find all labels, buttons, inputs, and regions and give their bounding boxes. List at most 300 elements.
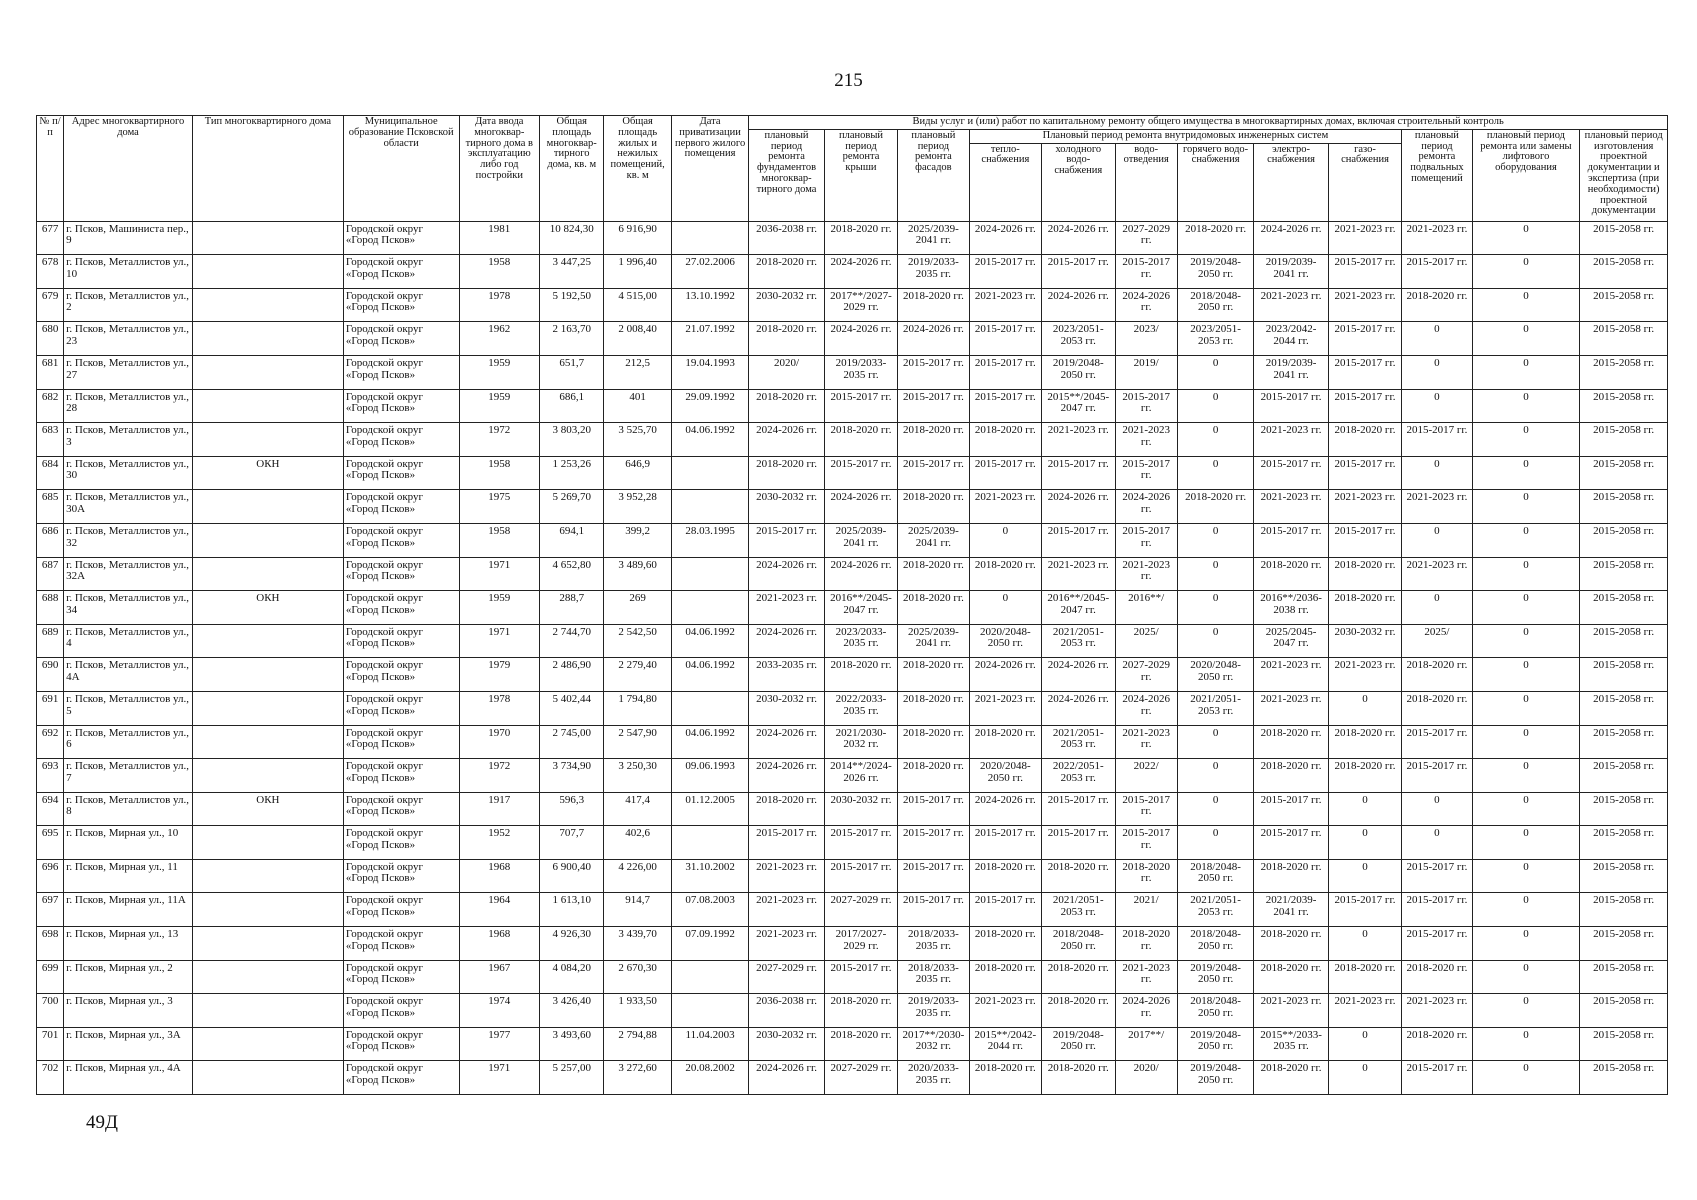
cell-type	[192, 960, 343, 994]
cell-basement: 0	[1402, 322, 1472, 356]
cell-electric: 2015-2017 гг.	[1254, 389, 1328, 423]
cell-municipality: Городской округ «Город Псков»	[343, 725, 459, 759]
cell-electric: 2021-2023 гг.	[1254, 423, 1328, 457]
cell-num: 684	[37, 456, 64, 490]
header-design: плановый период изготовления проектной документации и экспертиза (при необходимости) проектной документации	[1580, 129, 1668, 221]
cell-sewerage: 2015-2017 гг.	[1115, 389, 1177, 423]
cell-num: 693	[37, 759, 64, 793]
cell-address: г. Псков, Металлистов ул., 2	[64, 288, 193, 322]
cell-heat: 2015-2017 гг.	[969, 355, 1041, 389]
cell-foundation: 2033-2035 гг.	[749, 658, 824, 692]
cell-sewerage: 2015-2017 гг.	[1115, 255, 1177, 289]
cell-foundation: 2018-2020 гг.	[749, 792, 824, 826]
cell-address: г. Псков, Мирная ул., 3	[64, 994, 193, 1028]
cell-num: 692	[37, 725, 64, 759]
cell-cold-water: 2015-2017 гг.	[1042, 523, 1115, 557]
cell-elevator: 0	[1472, 927, 1580, 961]
cell-elevator: 0	[1472, 456, 1580, 490]
cell-cold-water: 2018-2020 гг.	[1042, 859, 1115, 893]
cell-heat: 2018-2020 гг.	[969, 927, 1041, 961]
cell-gas: 2018-2020 гг.	[1328, 759, 1401, 793]
cell-basement: 0	[1402, 523, 1472, 557]
cell-foundation: 2021-2023 гг.	[749, 859, 824, 893]
cell-type	[192, 994, 343, 1028]
cell-num: 698	[37, 927, 64, 961]
cell-elevator: 0	[1472, 490, 1580, 524]
cell-total-area: 2 745,00	[540, 725, 604, 759]
table-row	[37, 1061, 1668, 1095]
cell-sewerage: 2018-2020 гг.	[1115, 859, 1177, 893]
cell-gas: 2015-2017 гг.	[1328, 389, 1401, 423]
cell-design: 2015-2058 гг.	[1580, 725, 1668, 759]
cell-cold-water: 2015-2017 гг.	[1042, 456, 1115, 490]
cell-type	[192, 893, 343, 927]
header-systems-group: Плановый период ремонта внутридомовых инженерных систем	[969, 129, 1402, 143]
cell-foundation: 2018-2020 гг.	[749, 456, 824, 490]
cell-hot-water: 0	[1177, 557, 1253, 591]
cell-cold-water: 2024-2026 гг.	[1042, 658, 1115, 692]
cell-hot-water: 2018/2048-2050 гг.	[1177, 927, 1253, 961]
cell-basement: 2015-2017 гг.	[1402, 859, 1472, 893]
cell-facade: 2018-2020 гг.	[898, 691, 969, 725]
cell-facade: 2018-2020 гг.	[898, 658, 969, 692]
cell-foundation: 2030-2032 гг.	[749, 1027, 824, 1061]
cell-basement: 2021-2023 гг.	[1402, 994, 1472, 1028]
header-living-area: Общая площадь жилых и нежилых помещений, кв. м	[604, 116, 671, 222]
cell-municipality: Городской округ «Город Псков»	[343, 658, 459, 692]
cell-heat: 2018-2020 гг.	[969, 859, 1041, 893]
cell-sewerage: 2025/	[1115, 624, 1177, 658]
header-municipality: Муниципальное образование Псковской области	[343, 116, 459, 222]
cell-living-area: 1 996,40	[604, 255, 671, 289]
cell-living-area: 3 952,28	[604, 490, 671, 524]
cell-municipality: Городской округ «Город Псков»	[343, 624, 459, 658]
cell-basement: 2015-2017 гг.	[1402, 893, 1472, 927]
cell-type	[192, 423, 343, 457]
cell-type	[192, 759, 343, 793]
table-row	[37, 725, 1668, 759]
cell-cold-water: 2018-2020 гг.	[1042, 960, 1115, 994]
cell-basement: 2025/	[1402, 624, 1472, 658]
cell-design: 2015-2058 гг.	[1580, 859, 1668, 893]
cell-living-area: 402,6	[604, 826, 671, 860]
cell-roof: 2018-2020 гг.	[824, 658, 897, 692]
cell-design: 2015-2058 гг.	[1580, 691, 1668, 725]
cell-cold-water: 2024-2026 гг.	[1042, 691, 1115, 725]
cell-basement: 2018-2020 гг.	[1402, 960, 1472, 994]
cell-basement: 0	[1402, 591, 1472, 625]
cell-electric: 2019/2039-2041 гг.	[1254, 255, 1328, 289]
cell-cold-water: 2021-2023 гг.	[1042, 423, 1115, 457]
table-row	[37, 960, 1668, 994]
cell-gas: 2015-2017 гг.	[1328, 355, 1401, 389]
cell-privatization	[671, 557, 748, 591]
cell-basement: 2015-2017 гг.	[1402, 725, 1472, 759]
cell-facade: 2015-2017 гг.	[898, 826, 969, 860]
cell-num: 700	[37, 994, 64, 1028]
cell-sewerage: 2020/	[1115, 1061, 1177, 1095]
cell-heat: 2018-2020 гг.	[969, 960, 1041, 994]
cell-roof: 2023/2033-2035 гг.	[824, 624, 897, 658]
cell-total-area: 5 269,70	[540, 490, 604, 524]
table-row	[37, 557, 1668, 591]
cell-facade: 2015-2017 гг.	[898, 456, 969, 490]
cell-electric: 2018-2020 гг.	[1254, 960, 1328, 994]
cell-roof: 2018-2020 гг.	[824, 1027, 897, 1061]
cell-sewerage: 2018-2020 гг.	[1115, 927, 1177, 961]
cell-roof: 2015-2017 гг.	[824, 960, 897, 994]
table-row	[37, 255, 1668, 289]
cell-hot-water: 2019/2048-2050 гг.	[1177, 255, 1253, 289]
cell-gas: 2015-2017 гг.	[1328, 456, 1401, 490]
cell-num: 690	[37, 658, 64, 692]
cell-heat: 2021-2023 гг.	[969, 994, 1041, 1028]
cell-basement: 0	[1402, 826, 1472, 860]
cell-electric: 2018-2020 гг.	[1254, 557, 1328, 591]
cell-living-area: 2 794,88	[604, 1027, 671, 1061]
table-row	[37, 389, 1668, 423]
footer-code: 49Д	[86, 1112, 118, 1133]
cell-municipality: Городской округ «Город Псков»	[343, 389, 459, 423]
cell-address: г. Псков, Металлистов ул., 23	[64, 322, 193, 356]
cell-privatization: 21.07.1992	[671, 322, 748, 356]
cell-privatization: 19.04.1993	[671, 355, 748, 389]
cell-hot-water: 2018-2020 гг.	[1177, 490, 1253, 524]
cell-gas: 2021-2023 гг.	[1328, 288, 1401, 322]
table-row	[37, 859, 1668, 893]
cell-municipality: Городской округ «Город Псков»	[343, 456, 459, 490]
cell-living-area: 3 525,70	[604, 423, 671, 457]
cell-total-area: 2 486,90	[540, 658, 604, 692]
cell-roof: 2015-2017 гг.	[824, 389, 897, 423]
cell-total-area: 3 493,60	[540, 1027, 604, 1061]
cell-foundation: 2027-2029 гг.	[749, 960, 824, 994]
cell-roof: 2015-2017 гг.	[824, 456, 897, 490]
cell-gas: 0	[1328, 691, 1401, 725]
cell-type	[192, 826, 343, 860]
cell-facade: 2025/2039-2041 гг.	[898, 221, 969, 255]
cell-cold-water: 2015**/2045-2047 гг.	[1042, 389, 1115, 423]
cell-year: 1959	[459, 389, 539, 423]
header-electric: электро-снабжения	[1254, 143, 1328, 221]
cell-sewerage: 2015-2017 гг.	[1115, 523, 1177, 557]
table-row	[37, 658, 1668, 692]
cell-total-area: 4 652,80	[540, 557, 604, 591]
cell-heat: 0	[969, 523, 1041, 557]
cell-elevator: 0	[1472, 624, 1580, 658]
cell-heat: 2018-2020 гг.	[969, 725, 1041, 759]
cell-cold-water: 2018-2020 гг.	[1042, 1061, 1115, 1095]
cell-address: г. Псков, Металлистов ул., 4А	[64, 658, 193, 692]
cell-year: 1971	[459, 557, 539, 591]
cell-roof: 2024-2026 гг.	[824, 557, 897, 591]
cell-roof: 2015-2017 гг.	[824, 826, 897, 860]
cell-electric: 2015-2017 гг.	[1254, 792, 1328, 826]
cell-total-area: 6 900,40	[540, 859, 604, 893]
cell-design: 2015-2058 гг.	[1580, 456, 1668, 490]
cell-address: г. Псков, Металлистов ул., 34	[64, 591, 193, 625]
cell-hot-water: 0	[1177, 456, 1253, 490]
cell-type	[192, 1027, 343, 1061]
table-row	[37, 221, 1668, 255]
table-row	[37, 591, 1668, 625]
cell-foundation: 2021-2023 гг.	[749, 893, 824, 927]
cell-total-area: 5 257,00	[540, 1061, 604, 1095]
cell-electric: 2021-2023 гг.	[1254, 288, 1328, 322]
cell-cold-water: 2023/2051-2053 гг.	[1042, 322, 1115, 356]
cell-design: 2015-2058 гг.	[1580, 523, 1668, 557]
cell-address: г. Псков, Металлистов ул., 32А	[64, 557, 193, 591]
cell-roof: 2027-2029 гг.	[824, 1061, 897, 1095]
cell-gas: 0	[1328, 1061, 1401, 1095]
cell-heat: 2021-2023 гг.	[969, 490, 1041, 524]
cell-hot-water: 0	[1177, 792, 1253, 826]
cell-elevator: 0	[1472, 792, 1580, 826]
cell-gas: 2018-2020 гг.	[1328, 557, 1401, 591]
cell-hot-water: 2021/2051-2053 гг.	[1177, 893, 1253, 927]
cell-privatization: 28.03.1995	[671, 523, 748, 557]
cell-sewerage: 2024-2026 гг.	[1115, 691, 1177, 725]
cell-year: 1970	[459, 725, 539, 759]
cell-roof: 2018-2020 гг.	[824, 994, 897, 1028]
cell-basement: 2021-2023 гг.	[1402, 557, 1472, 591]
cell-total-area: 2 163,70	[540, 322, 604, 356]
cell-gas: 0	[1328, 826, 1401, 860]
cell-sewerage: 2024-2026 гг.	[1115, 490, 1177, 524]
header-privatization: Дата приватизации первого жилого помещения	[671, 116, 748, 222]
cell-hot-water: 0	[1177, 355, 1253, 389]
cell-year: 1964	[459, 893, 539, 927]
cell-type	[192, 255, 343, 289]
cell-year: 1975	[459, 490, 539, 524]
header-works-group: Виды услуг и (или) работ по капитальному ремонту общего имущества в многоквартирных домах, включая строительный контроль	[749, 116, 1668, 130]
cell-municipality: Городской округ «Город Псков»	[343, 691, 459, 725]
cell-cold-water: 2015-2017 гг.	[1042, 826, 1115, 860]
cell-num: 699	[37, 960, 64, 994]
cell-cold-water: 2021-2023 гг.	[1042, 557, 1115, 591]
table-row	[37, 624, 1668, 658]
cell-design: 2015-2058 гг.	[1580, 322, 1668, 356]
table-row	[37, 490, 1668, 524]
cell-privatization	[671, 826, 748, 860]
cell-num: 687	[37, 557, 64, 591]
cell-cold-water: 2021/2051-2053 гг.	[1042, 624, 1115, 658]
cell-sewerage: 2017**/	[1115, 1027, 1177, 1061]
cell-hot-water: 2018/2048-2050 гг.	[1177, 859, 1253, 893]
cell-design: 2015-2058 гг.	[1580, 355, 1668, 389]
cell-address: г. Псков, Металлистов ул., 6	[64, 725, 193, 759]
cell-address: г. Псков, Металлистов ул., 10	[64, 255, 193, 289]
cell-heat: 2018-2020 гг.	[969, 557, 1041, 591]
cell-cold-water: 2019/2048-2050 гг.	[1042, 1027, 1115, 1061]
cell-privatization: 04.06.1992	[671, 624, 748, 658]
cell-sewerage: 2024-2026 гг.	[1115, 994, 1177, 1028]
table-row	[37, 288, 1668, 322]
cell-foundation: 2024-2026 гг.	[749, 423, 824, 457]
cell-num: 682	[37, 389, 64, 423]
cell-facade: 2020/2033-2035 гг.	[898, 1061, 969, 1095]
table-row	[37, 423, 1668, 457]
cell-municipality: Городской округ «Город Псков»	[343, 994, 459, 1028]
cell-living-area: 212,5	[604, 355, 671, 389]
cell-num: 695	[37, 826, 64, 860]
cell-gas: 0	[1328, 792, 1401, 826]
cell-year: 1968	[459, 927, 539, 961]
cell-foundation: 2024-2026 гг.	[749, 557, 824, 591]
cell-municipality: Городской округ «Город Псков»	[343, 288, 459, 322]
cell-electric: 2019/2039-2041 гг.	[1254, 355, 1328, 389]
cell-roof: 2025/2039-2041 гг.	[824, 523, 897, 557]
cell-privatization: 09.06.1993	[671, 759, 748, 793]
cell-address: г. Псков, Металлистов ул., 28	[64, 389, 193, 423]
cell-gas: 2018-2020 гг.	[1328, 725, 1401, 759]
cell-design: 2015-2058 гг.	[1580, 893, 1668, 927]
cell-basement: 2018-2020 гг.	[1402, 658, 1472, 692]
cell-num: 680	[37, 322, 64, 356]
cell-num: 677	[37, 221, 64, 255]
cell-roof: 2016**/2045-2047 гг.	[824, 591, 897, 625]
cell-living-area: 6 916,90	[604, 221, 671, 255]
cell-municipality: Городской округ «Город Псков»	[343, 557, 459, 591]
cell-living-area: 3 272,60	[604, 1061, 671, 1095]
cell-hot-water: 0	[1177, 423, 1253, 457]
cell-cold-water: 2015-2017 гг.	[1042, 792, 1115, 826]
cell-total-area: 1 253,26	[540, 456, 604, 490]
cell-cold-water: 2024-2026 гг.	[1042, 490, 1115, 524]
cell-design: 2015-2058 гг.	[1580, 1027, 1668, 1061]
cell-privatization: 31.10.2002	[671, 859, 748, 893]
cell-gas: 2015-2017 гг.	[1328, 893, 1401, 927]
cell-address: г. Псков, Мирная ул., 2	[64, 960, 193, 994]
cell-year: 1978	[459, 288, 539, 322]
cell-cold-water: 2024-2026 гг.	[1042, 221, 1115, 255]
cell-year: 1979	[459, 658, 539, 692]
cell-privatization: 20.08.2002	[671, 1061, 748, 1095]
cell-facade: 2015-2017 гг.	[898, 355, 969, 389]
header-facade: плановый период ремонта фасадов	[898, 129, 969, 221]
cell-basement: 2015-2017 гг.	[1402, 927, 1472, 961]
cell-living-area: 4 226,00	[604, 859, 671, 893]
cell-electric: 2021-2023 гг.	[1254, 691, 1328, 725]
cell-total-area: 4 926,30	[540, 927, 604, 961]
header-address: Адрес многоквартирного дома	[64, 116, 193, 222]
cell-address: г. Псков, Металлистов ул., 30	[64, 456, 193, 490]
cell-year: 1974	[459, 994, 539, 1028]
cell-heat: 2020/2048-2050 гг.	[969, 624, 1041, 658]
cell-heat: 2015-2017 гг.	[969, 893, 1041, 927]
cell-num: 678	[37, 255, 64, 289]
cell-sewerage: 2015-2017 гг.	[1115, 456, 1177, 490]
cell-heat: 2015**/2042-2044 гг.	[969, 1027, 1041, 1061]
cell-electric: 2024-2026 гг.	[1254, 221, 1328, 255]
cell-electric: 2018-2020 гг.	[1254, 859, 1328, 893]
cell-foundation: 2018-2020 гг.	[749, 322, 824, 356]
cell-cold-water: 2016**/2045-2047 гг.	[1042, 591, 1115, 625]
cell-privatization: 04.06.1992	[671, 725, 748, 759]
cell-living-area: 1 794,80	[604, 691, 671, 725]
cell-municipality: Городской округ «Город Псков»	[343, 893, 459, 927]
cell-facade: 2018-2020 гг.	[898, 490, 969, 524]
cell-municipality: Городской округ «Город Псков»	[343, 591, 459, 625]
table-row	[37, 456, 1668, 490]
cell-roof: 2021/2030-2032 гг.	[824, 725, 897, 759]
cell-type	[192, 691, 343, 725]
cell-design: 2015-2058 гг.	[1580, 255, 1668, 289]
cell-address: г. Псков, Машиниста пер., 9	[64, 221, 193, 255]
cell-design: 2015-2058 гг.	[1580, 624, 1668, 658]
cell-type: ОКН	[192, 591, 343, 625]
cell-type	[192, 389, 343, 423]
cell-sewerage: 2021-2023 гг.	[1115, 423, 1177, 457]
cell-facade: 2015-2017 гг.	[898, 389, 969, 423]
cell-facade: 2018-2020 гг.	[898, 591, 969, 625]
cell-privatization: 01.12.2005	[671, 792, 748, 826]
cell-address: г. Псков, Мирная ул., 11	[64, 859, 193, 893]
cell-sewerage: 2022/	[1115, 759, 1177, 793]
cell-living-area: 2 547,90	[604, 725, 671, 759]
cell-year: 1972	[459, 423, 539, 457]
cell-total-area: 3 426,40	[540, 994, 604, 1028]
cell-num: 683	[37, 423, 64, 457]
cell-basement: 0	[1402, 389, 1472, 423]
cell-electric: 2021/2039-2041 гг.	[1254, 893, 1328, 927]
cell-roof: 2024-2026 гг.	[824, 490, 897, 524]
cell-facade: 2019/2033-2035 гг.	[898, 255, 969, 289]
cell-heat: 2015-2017 гг.	[969, 826, 1041, 860]
cell-basement: 2021-2023 гг.	[1402, 221, 1472, 255]
cell-year: 1952	[459, 826, 539, 860]
cell-living-area: 914,7	[604, 893, 671, 927]
cell-total-area: 707,7	[540, 826, 604, 860]
cell-roof: 2024-2026 гг.	[824, 255, 897, 289]
cell-type	[192, 624, 343, 658]
cell-year: 1959	[459, 591, 539, 625]
cell-electric: 2015**/2033-2035 гг.	[1254, 1027, 1328, 1061]
cell-hot-water: 2019/2048-2050 гг.	[1177, 1061, 1253, 1095]
cell-elevator: 0	[1472, 1027, 1580, 1061]
cell-roof: 2018-2020 гг.	[824, 423, 897, 457]
cell-facade: 2017**/2030-2032 гг.	[898, 1027, 969, 1061]
cell-electric: 2018-2020 гг.	[1254, 725, 1328, 759]
cell-facade: 2018-2020 гг.	[898, 557, 969, 591]
cell-address: г. Псков, Мирная ул., 3А	[64, 1027, 193, 1061]
cell-hot-water: 2018-2020 гг.	[1177, 221, 1253, 255]
cell-heat: 2024-2026 гг.	[969, 658, 1041, 692]
cell-facade: 2025/2039-2041 гг.	[898, 523, 969, 557]
cell-hot-water: 0	[1177, 725, 1253, 759]
cell-living-area: 399,2	[604, 523, 671, 557]
cell-gas: 2021-2023 гг.	[1328, 221, 1401, 255]
cell-gas: 0	[1328, 927, 1401, 961]
cell-type: ОКН	[192, 456, 343, 490]
cell-address: г. Псков, Мирная ул., 11А	[64, 893, 193, 927]
cell-privatization: 11.04.2003	[671, 1027, 748, 1061]
cell-heat: 2018-2020 гг.	[969, 1061, 1041, 1095]
cell-elevator: 0	[1472, 557, 1580, 591]
cell-cold-water: 2024-2026 гг.	[1042, 288, 1115, 322]
cell-foundation: 2015-2017 гг.	[749, 523, 824, 557]
cell-facade: 2018-2020 гг.	[898, 725, 969, 759]
cell-type	[192, 322, 343, 356]
cell-address: г. Псков, Металлистов ул., 8	[64, 792, 193, 826]
cell-facade: 2018/2033-2035 гг.	[898, 960, 969, 994]
table-row	[37, 355, 1668, 389]
cell-type	[192, 288, 343, 322]
cell-num: 701	[37, 1027, 64, 1061]
cell-facade: 2025/2039-2041 гг.	[898, 624, 969, 658]
cell-hot-water: 2023/2051-2053 гг.	[1177, 322, 1253, 356]
cell-living-area: 401	[604, 389, 671, 423]
